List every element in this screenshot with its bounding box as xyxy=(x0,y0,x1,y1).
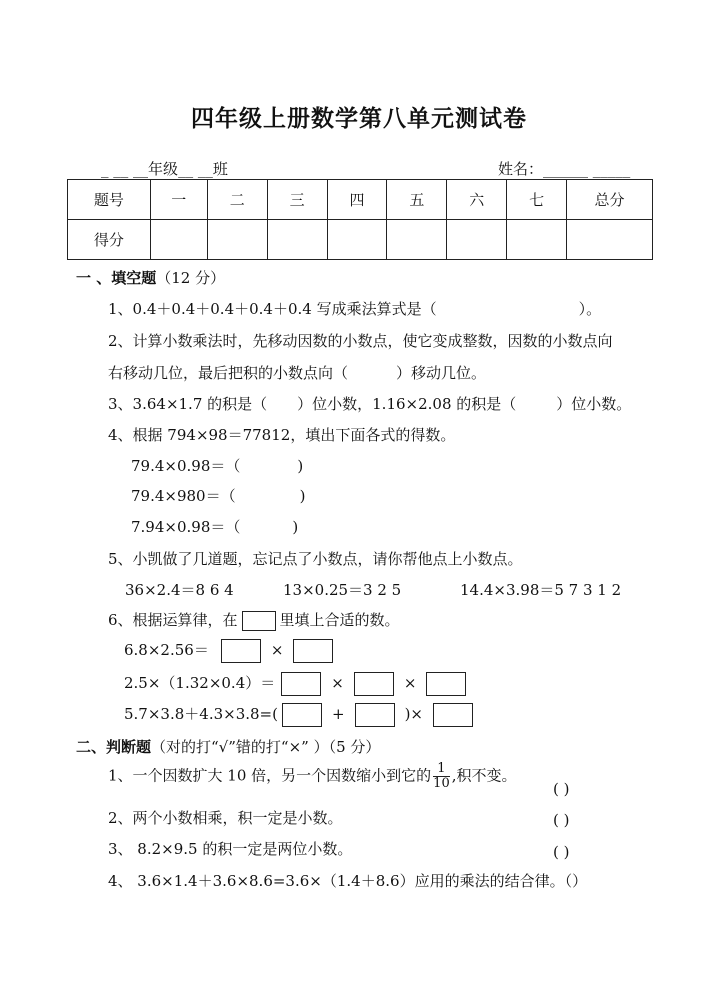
times-sign: × xyxy=(331,674,344,692)
section1-heading xyxy=(76,267,225,288)
class-label: 班 xyxy=(212,160,228,178)
q4-item-1 xyxy=(131,455,303,476)
page-title: 四年级上册数学第八单元测试卷 xyxy=(191,105,527,132)
judge-4: 4、 3.6×1.4＋3.6×8.6=3.6×（1.4＋8.6）应用的乘法的结合律。（） xyxy=(108,872,588,890)
q6-text-b: 里填上合适的数。 xyxy=(279,611,400,629)
judge-3-answer[interactable]: ( ) xyxy=(553,843,570,861)
score-row-label: 得分 xyxy=(68,220,151,260)
answer-box[interactable] xyxy=(282,703,322,727)
name-blank[interactable]: ______ _____ xyxy=(543,160,631,178)
score-table xyxy=(67,179,653,260)
student-name-line xyxy=(498,158,630,179)
q4-expr: 7.94×0.98＝（ xyxy=(131,518,241,536)
section2-heading xyxy=(76,736,380,757)
q4-close: ) xyxy=(299,487,306,505)
answer-box[interactable] xyxy=(221,639,261,663)
frac-numerator: 1 xyxy=(433,762,450,777)
q2-text-b: ）移动几位。 xyxy=(396,364,487,382)
question-1-5: 5、小凯做了几道题，忘记点了小数点，请你帮他点上小数点。 xyxy=(108,550,523,568)
q6-text-a: 6、根据运算律，在 xyxy=(108,611,238,629)
class-prefix-blank[interactable]: _ __ __ xyxy=(101,160,149,178)
q5-item-1[interactable]: 36×2.4＝8 6 4 xyxy=(125,581,234,599)
section1-title: 一 、填空题 xyxy=(76,269,157,287)
answer-box[interactable] xyxy=(293,639,333,663)
judge-1-text-a: 1、一个因数扩大 10 倍，另一个因数缩小到它的 xyxy=(108,766,432,785)
frac-denominator: 10 xyxy=(433,776,450,791)
judge-2: 2、两个小数相乘，积一定是小数。 xyxy=(108,809,343,827)
answer-box[interactable] xyxy=(426,672,466,696)
score-cell[interactable] xyxy=(150,220,207,260)
score-header-cell: 七 xyxy=(507,180,567,220)
q1-text: 1、0.4＋0.4＋0.4＋0.4＋0.4 写成乘法算式是（ xyxy=(108,300,437,318)
score-cell[interactable] xyxy=(507,220,567,260)
score-cell[interactable] xyxy=(207,220,267,260)
judge-1-text-b: ,积不变。 xyxy=(451,766,517,785)
q5-item-2[interactable]: 13×0.25＝3 2 5 xyxy=(283,581,402,599)
grade-label: 年级 xyxy=(148,160,179,178)
close-times: )× xyxy=(404,705,423,723)
score-header-cell: 一 xyxy=(150,180,207,220)
section2-note: （对的打“√”错的打“×” ）（5 分） xyxy=(151,738,381,756)
q4-expr: 79.4×0.98＝（ xyxy=(131,457,241,475)
q6-expr-3 xyxy=(124,703,477,727)
score-table-header-row xyxy=(68,180,653,220)
q4-close: ) xyxy=(297,457,304,475)
plus-sign: + xyxy=(331,705,345,723)
score-header-cell: 六 xyxy=(447,180,507,220)
fraction-one-tenth xyxy=(433,762,450,791)
q2-text-a: 右移动几位，最后把积的小数点向（ xyxy=(108,364,349,382)
class-grade-line xyxy=(101,158,228,179)
class-mid-blank[interactable]: __ __ xyxy=(178,160,213,178)
score-cell[interactable] xyxy=(447,220,507,260)
q3-text-c: ）位小数。 xyxy=(556,395,632,413)
q6-expr-1 xyxy=(124,639,337,663)
score-header-cell: 三 xyxy=(267,180,327,220)
question-1-6 xyxy=(108,609,400,631)
q4-item-3 xyxy=(131,516,298,537)
q4-item-2 xyxy=(131,485,305,506)
score-cell[interactable] xyxy=(327,220,387,260)
q5-item-3[interactable]: 14.4×3.98＝5 7 3 1 2 xyxy=(460,581,622,599)
score-cell[interactable] xyxy=(387,220,447,260)
judge-2-answer[interactable]: ( ) xyxy=(553,811,570,829)
answer-box[interactable] xyxy=(433,703,473,727)
times-sign: × xyxy=(270,641,284,659)
score-header-cell: 题号 xyxy=(68,180,151,220)
q3-text-a: 3、3.64×1.7 的积是（ xyxy=(108,395,268,413)
q4-close: ) xyxy=(292,518,299,536)
score-header-cell: 总分 xyxy=(567,180,653,220)
judge-1 xyxy=(108,762,517,791)
answer-box[interactable] xyxy=(355,703,395,727)
question-1-3 xyxy=(108,393,631,414)
score-table-score-row xyxy=(68,220,653,260)
answer-box[interactable] xyxy=(354,672,394,696)
q1-close: ）。 xyxy=(578,300,602,318)
question-1-4: 4、根据 794×98＝77812，填出下面各式的得数。 xyxy=(108,426,456,444)
question-1-2-line1: 2、计算小数乘法时，先移动因数的小数点，使它变成整数，因数的小数点向 xyxy=(108,332,613,350)
section1-points: （12 分） xyxy=(156,269,226,287)
section2-title: 二、判断题 xyxy=(76,738,152,756)
q3-text-b: ）位小数，1.16×2.08 的积是（ xyxy=(297,395,517,413)
score-header-cell: 二 xyxy=(207,180,267,220)
answer-box[interactable] xyxy=(281,672,321,696)
q6-expr-text: 6.8×2.56＝ xyxy=(124,641,209,659)
q4-expr: 79.4×980＝（ xyxy=(131,487,236,505)
score-header-cell: 五 xyxy=(387,180,447,220)
name-label: 姓名： xyxy=(498,160,544,178)
q6-expr-text: 5.7×3.8＋4.3×3.8=( xyxy=(124,705,278,723)
score-cell[interactable] xyxy=(567,220,653,260)
score-header-cell: 四 xyxy=(327,180,387,220)
q6-sample-box xyxy=(242,611,276,631)
question-1-1 xyxy=(108,298,601,319)
times-sign: × xyxy=(403,674,417,692)
question-1-2-line2 xyxy=(108,362,486,383)
score-cell[interactable] xyxy=(267,220,327,260)
judge-1-answer[interactable]: ( ) xyxy=(553,780,570,798)
q6-expr-2 xyxy=(124,672,470,696)
judge-3: 3、 8.2×9.5 的积一定是两位小数。 xyxy=(108,840,353,858)
q6-expr-text: 2.5×（1.32×0.4）＝ xyxy=(124,674,276,692)
